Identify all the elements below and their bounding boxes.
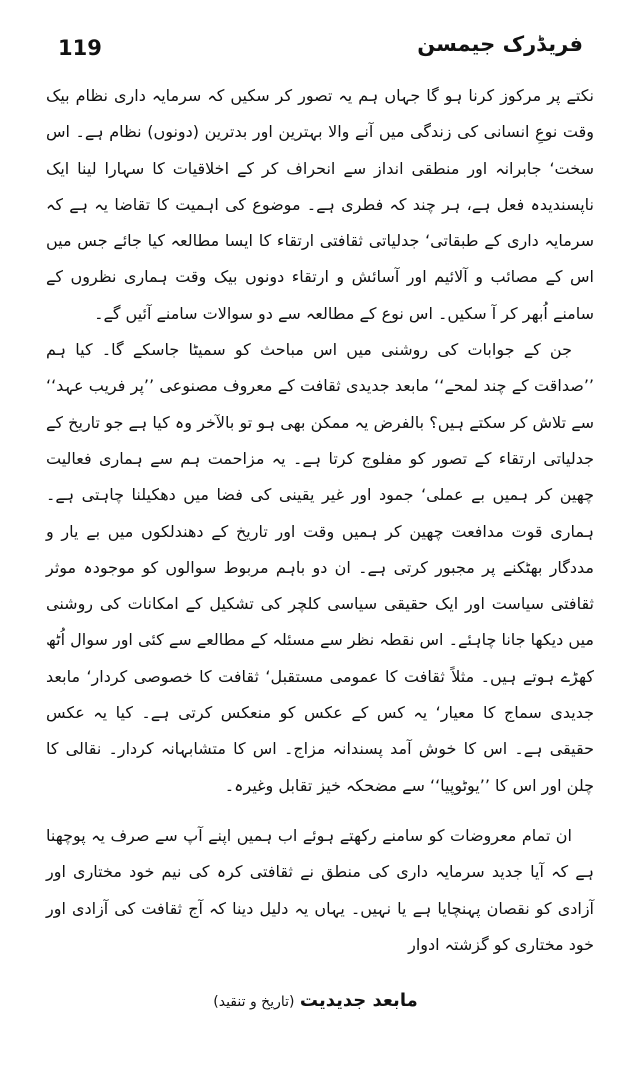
running-head: فریڈرک جیمسن <box>417 32 583 56</box>
footer-book-title: مابعد جدیدیت <box>299 990 418 1011</box>
footer-book-subtitle: (تاریخ و تنقید) <box>213 994 295 1010</box>
page-number: 119 <box>58 36 102 60</box>
paragraph-1: نکتے پر مرکوز کرنا ہو گا جہاں ہم یہ تصور کر سکیں کہ سرمایہ داری نظام بیک وقت نوعِ انسانی کی زندگی میں آنے والا بہترین اور بدترین (دونوں) نظام ہے۔ اس سخت‘ جابرانہ اور منطقی انداز سے انحراف کر کے اخلاقیات کا سہارا لینا ایک ناپسندیدہ فعل ہے، ہر چند کہ فطری ہے۔ موضوع کی اہمیت کا تقاضا یہ ہے کہ سرمایہ داری کے طبقاتی‘ جدلیاتی ثقافتی ارتقاء کا ایسا مطالعہ کیا جائے جس میں اس کے مصائب و آلائیم اور آسائش و ارتقاء دونوں بیک وقت ہماری نظروں کے سامنے اُبھر کر آ سکیں۔ اس نوع کے مطالعہ سے دو سوالات سامنے آئیں گے۔ <box>46 86 594 323</box>
paragraph-2: جن کے جوابات کی روشنی میں اس مباحث کو سمیٹا جاسکے گا۔ کیا ہم ’’صداقت کے چند لمحے‘‘ مابعد جدیدی ثقافت کے معروف مصنوعی ’’پر فریب عہد‘‘ سے تلاش کر سکتے ہیں؟ بالفرض یہ ممکن بھی ہو تو بالآخر وہ کیا ہے جو تاریخ کے جدلیاتی ارتقاء کے تصور کو مفلوج کرتا ہے۔ یہ مزاحمت ہم سے ہماری فعالیت چھین کر ہمیں بے عملی‘ جمود اور غیر یقینی کی فضا میں دھکیلنا چاہتی ہے۔ ہماری قوت مدافعت چھین کر ہمیں وقت اور تاریخ کے دھندلکوں میں بے یار و مددگار بھٹکنے پر مجبور کرتی ہے۔ ان دو باہم مربوط سوالوں کو موجودہ موثر ثقافتی سیاست اور ایک حقیقی سیاسی کلچر کی تشکیل کے امکانات کی روشنی میں دیکھا جانا چاہئے۔ اس نقطہ نظر سے مسئلہ کے مطالعے سے کئی اور سوال اُٹھ کھڑے ہوتے ہیں۔ مثلاً ثقافت کا عمومی مستقبل‘ ثقافت کا خصوصی کردار‘ مابعد جدیدی سماج کا معیار‘ یہ کس کے عکس کو منعکس کرتی ہے۔ کیا یہ عکس حقیقی ہے۔ اس کا خوش آمد پسندانہ مزاج۔ اس کا متشابہانہ کردار۔ نقالی کا چلن اور اس کا ’’یوٹوپیا‘‘ سے مضحکہ خیز تقابل وغیرہ۔ <box>46 340 594 795</box>
paragraph-3: ان تمام معروضات کو سامنے رکھتے ہوئے اب ہمیں اپنے آپ سے صرف یہ پوچھنا ہے کہ آیا جدید سرمایہ داری کی منطق نے ثقافتی کرہ کی نیم خود مختاری اور آزادی کو نقصان پہنچایا ہے یا نہیں۔ یہاں یہ دلیل دینا کہ آج ثقافت کی آزادی اور خود مختاری کو گزشتہ ادوار <box>46 825 594 954</box>
page-footer <box>0 990 631 1011</box>
page-header <box>40 32 591 68</box>
body-text <box>46 78 594 963</box>
